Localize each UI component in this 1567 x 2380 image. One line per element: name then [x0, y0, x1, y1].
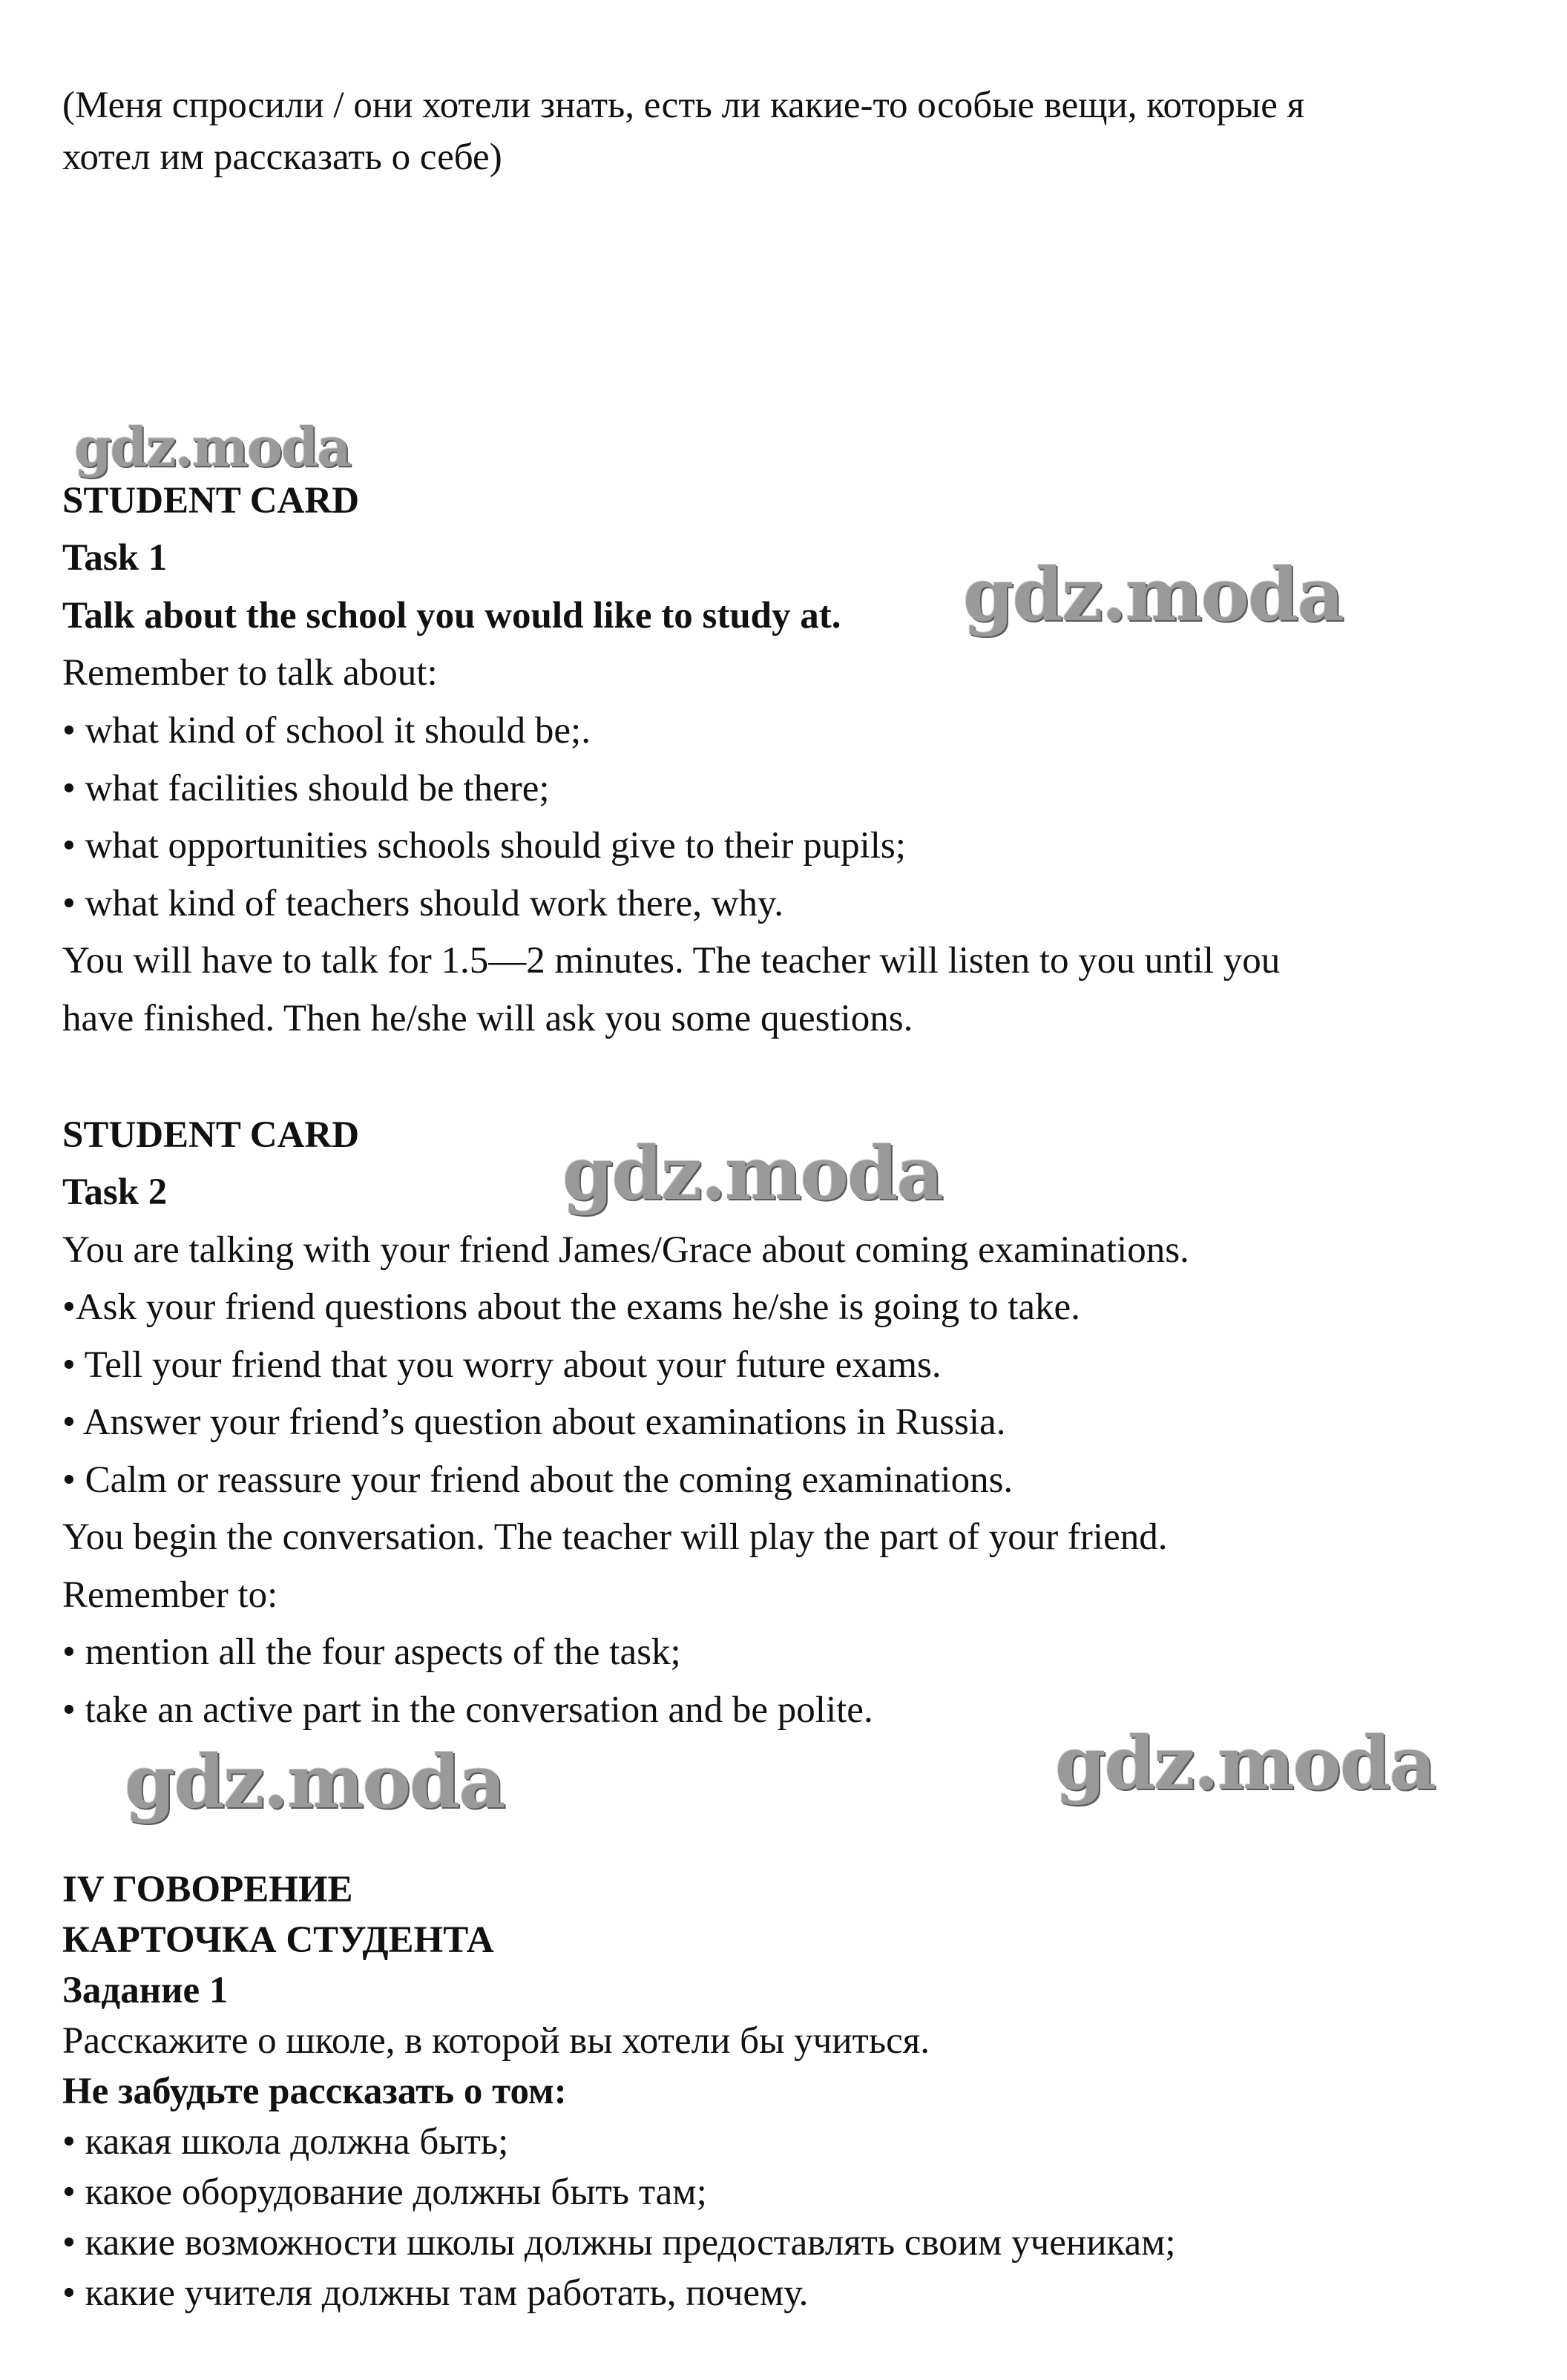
task1-label: Task 1	[62, 537, 168, 579]
intro-line-1: (Меня спросили / они хотели знать, есть ли какие-то особые вещи, которые я	[62, 85, 1305, 126]
task2-bullet: • Tell your friend that you worry about your future exams.	[62, 1344, 942, 1386]
task1-bullet: • what kind of teachers should work there, why.	[62, 883, 784, 924]
ru-bullet: • какие возможности школы должны предоставлять своим ученикам;	[62, 2222, 1176, 2264]
ru-prompt: Расскажите о школе, в которой вы хотели бы учиться.	[62, 2020, 930, 2062]
task2-remember: Remember to:	[62, 1574, 278, 1616]
task2-card-title: STUDENT CARD	[62, 1114, 360, 1156]
task1-instructions-line-2: have finished. Then he/she will ask you some questions.	[62, 998, 913, 1039]
task2-bullet: • Calm or reassure your friend about the coming examinations.	[62, 1459, 1014, 1501]
task2-label: Task 2	[62, 1171, 168, 1213]
task2-bullet: •Ask your friend questions about the exams he/she is going to take.	[62, 1286, 1080, 1328]
task1-instructions-line-1: You will have to talk for 1.5—2 minutes. The teacher will listen to you until you	[62, 940, 1281, 982]
task2-begin: You begin the conversation. The teacher will play the part of your friend.	[62, 1516, 1168, 1558]
task2-intro: You are talking with your friend James/Grace about coming examinations.	[62, 1229, 1189, 1271]
task1-card-title: STUDENT CARD	[62, 480, 360, 522]
task1-bullet: • what kind of school it should be;.	[62, 710, 591, 752]
watermark: gdz.moda	[963, 553, 1343, 638]
ru-bullet: • какое оборудование должны быть там;	[62, 2172, 707, 2213]
ru-card-title: КАРТОЧКА СТУДЕНТА	[62, 1919, 494, 1961]
watermark: gdz.moda	[125, 1740, 505, 1825]
watermark: gdz.moda	[74, 415, 350, 479]
intro-line-2: хотел им рассказать о себе)	[62, 137, 502, 178]
ru-bullet: • какие учителя должны там работать, почему.	[62, 2272, 809, 2314]
ru-heading: IV ГОВОРЕНИЕ	[62, 1869, 353, 1910]
ru-bullet: • какая школа должна быть;	[62, 2121, 509, 2163]
task1-bullet: • what facilities should be there;	[62, 768, 550, 809]
task2-bullet: • Answer your friend’s question about examinations in Russia.	[62, 1401, 1006, 1443]
task1-prompt: Talk about the school you would like to study at.	[62, 595, 841, 637]
ru-remember: Не забудьте рассказать о том:	[62, 2071, 567, 2112]
watermark: gdz.moda	[1055, 1721, 1435, 1807]
task2-remember-bullet: • take an active part in the conversation and be polite.	[62, 1689, 873, 1731]
watermark: gdz.moda	[562, 1131, 942, 1217]
task2-remember-bullet: • mention all the four aspects of the task;	[62, 1631, 681, 1673]
ru-task-label: Задание 1	[62, 1970, 229, 2011]
task1-bullet: • what opportunities schools should give to their pupils;	[62, 825, 906, 867]
task1-remember: Remember to talk about:	[62, 652, 438, 694]
